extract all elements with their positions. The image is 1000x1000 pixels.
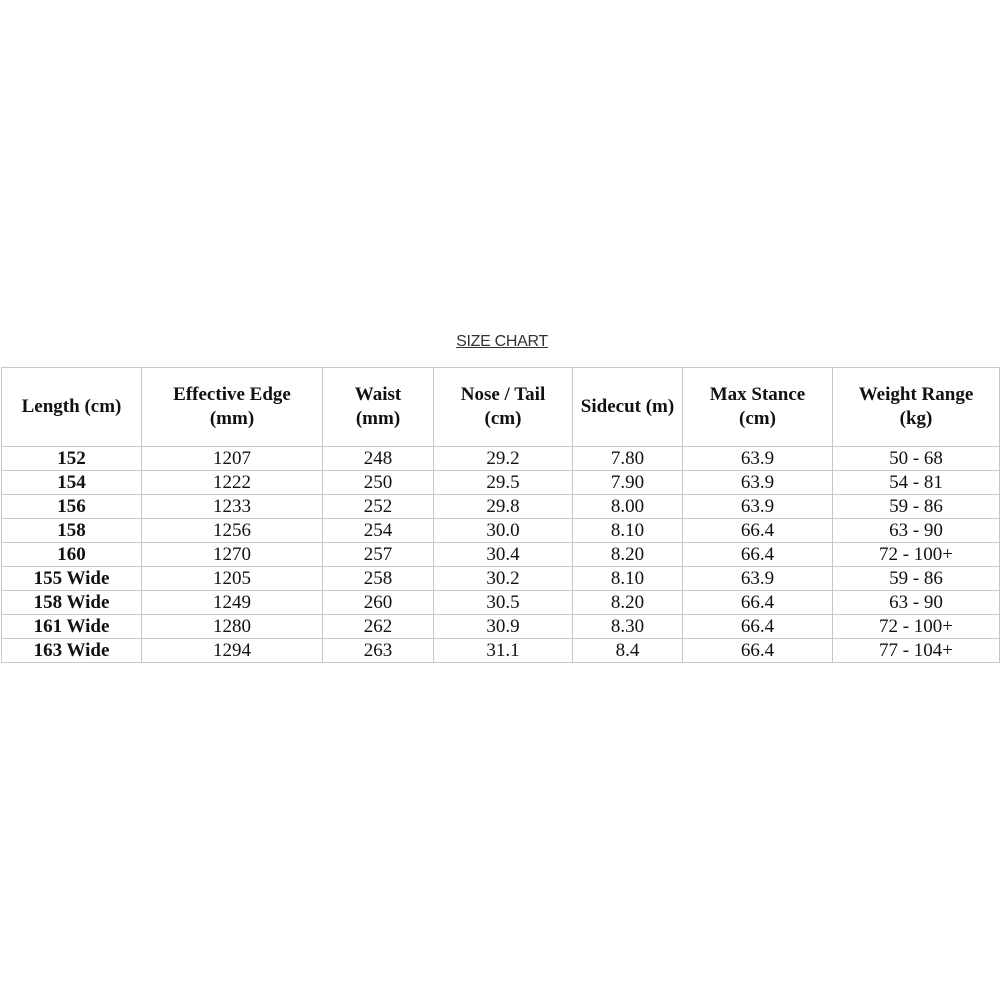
table-cell: 1270 <box>142 543 323 567</box>
column-header-line: Max Stance <box>709 384 806 405</box>
length-cell: 158 Wide <box>2 591 142 615</box>
header-row <box>2 368 1000 447</box>
table-cell: 29.5 <box>434 471 573 495</box>
column-header <box>142 368 323 447</box>
column-header-line: Effective Edge <box>173 384 291 405</box>
column-header-line: Nose / Tail <box>460 384 546 405</box>
column-header-line: Length (cm) <box>21 396 122 417</box>
table-cell: 30.9 <box>434 615 573 639</box>
table-row <box>2 615 1000 639</box>
table-row <box>2 471 1000 495</box>
table-cell: 7.80 <box>573 447 683 471</box>
table-row <box>2 447 1000 471</box>
table-cell: 50 - 68 <box>833 447 1000 471</box>
table-cell: 8.4 <box>573 639 683 663</box>
table-cell: 29.2 <box>434 447 573 471</box>
table-cell: 77 - 104+ <box>833 639 1000 663</box>
table-body <box>2 447 1000 663</box>
table-cell: 8.10 <box>573 519 683 543</box>
table-row <box>2 543 1000 567</box>
table-cell: 248 <box>323 447 434 471</box>
table-cell: 8.20 <box>573 543 683 567</box>
table-cell: 8.30 <box>573 615 683 639</box>
table-cell: 63.9 <box>683 567 833 591</box>
table-cell: 1249 <box>142 591 323 615</box>
table-cell: 262 <box>323 615 434 639</box>
table-cell: 254 <box>323 519 434 543</box>
table-cell: 250 <box>323 471 434 495</box>
column-header <box>833 368 1000 447</box>
table-cell: 59 - 86 <box>833 567 1000 591</box>
table-cell: 8.00 <box>573 495 683 519</box>
length-cell: 152 <box>2 447 142 471</box>
length-cell: 154 <box>2 471 142 495</box>
table-cell: 1256 <box>142 519 323 543</box>
table-cell: 1222 <box>142 471 323 495</box>
length-cell: 158 <box>2 519 142 543</box>
column-header <box>683 368 833 447</box>
table-cell: 30.5 <box>434 591 573 615</box>
table-cell: 59 - 86 <box>833 495 1000 519</box>
column-header <box>573 368 683 447</box>
table-cell: 31.1 <box>434 639 573 663</box>
column-header-line: Weight Range <box>858 384 974 405</box>
table-cell: 1294 <box>142 639 323 663</box>
table-cell: 63.9 <box>683 471 833 495</box>
table-cell: 30.4 <box>434 543 573 567</box>
table-cell: 1205 <box>142 567 323 591</box>
table-row <box>2 639 1000 663</box>
length-cell: 160 <box>2 543 142 567</box>
length-cell: 161 Wide <box>2 615 142 639</box>
table-cell: 63 - 90 <box>833 519 1000 543</box>
table-row <box>2 567 1000 591</box>
chart-title: SIZE CHART <box>456 333 548 350</box>
table-cell: 260 <box>323 591 434 615</box>
column-header-line: Sidecut (m) <box>580 396 675 417</box>
table-cell: 1233 <box>142 495 323 519</box>
table-cell: 8.10 <box>573 567 683 591</box>
table-row <box>2 519 1000 543</box>
table-cell: 252 <box>323 495 434 519</box>
table-cell: 63.9 <box>683 447 833 471</box>
table-cell: 258 <box>323 567 434 591</box>
column-header <box>323 368 434 447</box>
table-cell: 1207 <box>142 447 323 471</box>
table-cell: 66.4 <box>683 519 833 543</box>
table-cell: 66.4 <box>683 615 833 639</box>
table-cell: 63 - 90 <box>833 591 1000 615</box>
column-header-line: (cm) <box>484 408 522 429</box>
table-cell: 66.4 <box>683 591 833 615</box>
column-header-line: Waist <box>354 384 402 405</box>
column-header <box>434 368 573 447</box>
table-row <box>2 495 1000 519</box>
table-cell: 63.9 <box>683 495 833 519</box>
table-cell: 54 - 81 <box>833 471 1000 495</box>
length-cell: 155 Wide <box>2 567 142 591</box>
table-cell: 30.2 <box>434 567 573 591</box>
table-cell: 8.20 <box>573 591 683 615</box>
length-cell: 156 <box>2 495 142 519</box>
table-cell: 1280 <box>142 615 323 639</box>
column-header-line: (kg) <box>899 408 933 429</box>
column-header <box>2 368 142 447</box>
column-header-line: (mm) <box>355 408 401 429</box>
table-cell: 263 <box>323 639 434 663</box>
table-row <box>2 591 1000 615</box>
size-table <box>1 367 1000 663</box>
table-cell: 30.0 <box>434 519 573 543</box>
table-cell: 7.90 <box>573 471 683 495</box>
column-header-line: (mm) <box>209 408 255 429</box>
table-cell: 29.8 <box>434 495 573 519</box>
table-cell: 72 - 100+ <box>833 543 1000 567</box>
column-header-line: (cm) <box>739 408 776 429</box>
table-cell: 72 - 100+ <box>833 615 1000 639</box>
table-cell: 66.4 <box>683 543 833 567</box>
table-cell: 257 <box>323 543 434 567</box>
length-cell: 163 Wide <box>2 639 142 663</box>
table-cell: 66.4 <box>683 639 833 663</box>
